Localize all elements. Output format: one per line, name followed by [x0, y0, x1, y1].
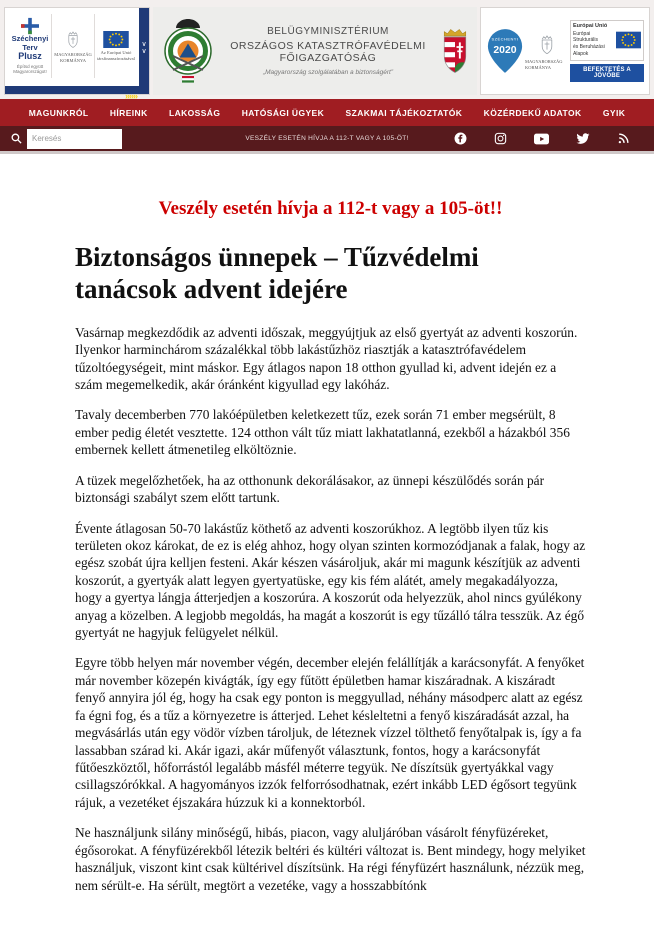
coat-of-arms-gray-icon [539, 31, 555, 57]
szechenyi-slogan: Építsd együtt Magyarországot! [13, 63, 47, 75]
directorate-name: ORSZÁGOS KATASZTRÓFAVÉDELMI FŐIGAZGATÓSÁG [230, 40, 426, 64]
article [0, 154, 654, 894]
search-icon[interactable] [10, 132, 23, 145]
facebook-icon[interactable] [454, 132, 467, 145]
article-paragraph: A tüzek megelőzhetőek, ha az otthonunk dekorálásakor, az ünnepi készülődés során pár biztonsági szabályt szem előtt tartunk. [75, 472, 545, 506]
nav-item-gyik[interactable]: GYIK [602, 107, 626, 118]
government-caption: MAGYARORSZÁG KORMÁNYA [525, 59, 563, 70]
youtube-icon[interactable] [534, 133, 549, 145]
social-links [454, 132, 644, 145]
szechenyi-terv-plusz-logo [9, 14, 52, 78]
org-header-strip [153, 7, 477, 95]
org-titles [225, 26, 431, 76]
article-paragraph: Ne használjunk silány minőségű, hibás, piacon, vagy aluljáróban vásárolt fényfüzéreket, égősorokat. A fényfüzérekből létezik beltéri és kültéri változat is. Bent mindegy, hogy melyiket használjuk, viszont kint csak kültérivel díszítsünk. Ha régi fényfüzért használunk, nézzük meg, nem sérült-e. Ha sérült, megtört a vezetéke, vagy a hosszabbítónk [75, 825, 586, 893]
chevrons-right-icon: »»» [124, 91, 137, 101]
partner-logos-block [480, 7, 650, 95]
eu-flag-icon [103, 31, 129, 48]
nav-item-hireink[interactable]: HÍREINK [109, 107, 148, 118]
emergency-alert-text: Veszély esetén hívja a 112-t vagy a 105-öt!! [158, 198, 503, 219]
invest-in-future-badge: BEFEKTETÉS A JÖVŐBE [570, 64, 644, 82]
government-logo-right [525, 31, 569, 70]
coat-of-arms-gray-icon [66, 28, 80, 50]
rss-icon[interactable] [617, 132, 630, 145]
szechenyi-title: Széchenyi Terv [11, 34, 49, 52]
article-paragraph: Évente átlagosan 50-70 lakástűz köthető az adventi koszorúkhoz. A legtöbb ilyen tűz kis területen okoz károkat, de ez is elég ahhoz, hogy olyan szinten kormozódjanak a falak, hogy az egész szobát újra kelljen festeni. Akár készen vásároljuk, akár mi magunk készítjük az adventi koszorút, a gyertyák alatt legyen gyertyatüske, egy kis fém alátét, amely megakadályozza, hogy a gyertya lángja átterjedjen a koszorúra. A koszorút oda helyezzük, ahol nincs gyúlékony anyag a közelben. A legjobb megoldás, ha magát a koszorút is egy tűzálló tálra tesszük. Az égő gyertyát ne hagyjuk felügyelet nélkül. [75, 520, 586, 641]
article-body [75, 324, 586, 894]
eu-flag-icon [616, 30, 641, 50]
chevron-down-icons: ∨ ∨ [139, 8, 149, 88]
logo-bottom-bar [5, 86, 149, 101]
katasztrofavedelem-badge-icon [161, 18, 215, 84]
szechenyi-plusz: Plusz [18, 50, 42, 61]
search-input[interactable] [27, 129, 122, 149]
nav-item-kozerdeku-adatok[interactable]: KÖZÉRDEKŰ ADATOK [483, 107, 582, 118]
instagram-icon[interactable] [494, 132, 507, 145]
svg-text:SZÉCHENYI: SZÉCHENYI [491, 36, 519, 42]
svg-text:2020: 2020 [493, 44, 517, 56]
secondary-bar [0, 126, 654, 154]
government-logo-left [52, 14, 95, 78]
article-paragraph: Tavaly decemberben 770 lakóépületben keletkezett tűz, ezek során 71 ember megsérült, 8 ember pedig életét vesztette. 124 otthon vált tűz miatt lakhatatlanná, ezekből a házakból 356 embernek kellett átmenetileg elköltöznie. [75, 407, 570, 458]
article-paragraph: Egyre több helyen már november végén, december elején felállítják a karácsonyfát. A fenyőket már november közepén kivágták, így egy fűtött épületben hamar kiszáradnak. A kiszáradt fenyő annyira jól ég, hogy ha csak egy ponton is meggyullad, néhány másodperc alatt az egész fa égni fog, és a tűz a környezetre is átterjed. Lehet késleltetni a fenyő kiszáradását azzal, ha megvásárlás után egy vödör vízben tároljuk, de léteznek vízzel tölthető fenyőtalpak is, így a fa lassabban szárad ki. Akár igazi, akár műfenyőt választunk, fontos, hogy a karácsonyfát fűtőeszköztől, hőforrástól legalább másfél méterre tegyük. Ne díszítsük gyertyákkal vagy csillagszórókkal. A hagyományos izzók felforrósodhatnak, ezért inkább LED égősort tegyünk rájuk, a vezetéket éjszakára húzzuk ki a konnektorból. [75, 655, 585, 810]
nav-item-hatosagi-ugyek[interactable]: HATÓSÁGI ÜGYEK [241, 107, 325, 118]
plus-icon [20, 17, 40, 35]
twitter-icon[interactable] [576, 133, 590, 145]
szechenyi-2020-pin-icon [486, 27, 524, 75]
eu-cofunding-logo [95, 14, 137, 78]
search-area [10, 129, 122, 149]
szechenyi-terv-plusz-logo-block [4, 7, 150, 101]
nav-item-lakossag[interactable]: LAKOSSÁG [168, 107, 221, 118]
eu-funds-logo-block [570, 20, 644, 81]
emergency-notice: VESZÉLY ESETÉN HÍVJA A 112-T VAGY A 105-ÖT! [245, 135, 409, 142]
hungarian-coat-of-arms-icon [441, 26, 469, 76]
nav-item-szakmai-tajekoztatok[interactable]: SZAKMAI TÁJÉKOZTATÓK [345, 107, 463, 118]
nav-item-magunkrol[interactable]: MAGUNKRÓL [28, 107, 89, 118]
org-motto: „Magyarország szolgálatában a biztonságért” [262, 69, 394, 76]
article-title: Biztonságos ünnepek – Tűzvédelmi tanácsok advent idejére [75, 242, 479, 304]
government-caption: MAGYARORSZÁG KORMÁNYA [54, 52, 92, 63]
ministry-name: BELÜGYMINISZTÉRIUM [267, 26, 389, 37]
article-paragraph: Vasárnap megkezdődik az adventi időszak, meggyújtjuk az első gyertyát az adventi koszorún. Ilyenkor harminchárom százalékkal több lakástűzhöz riasztják a katasztrófavédelem tűzoltóegységeit, mint máskor. Egy átlagos napon 18 otthon gyullad ki, advent idején ez a szám megemelkedik, akár óránként kigyullad egy lakóház. [75, 324, 578, 392]
eu-funds-caption: Európai Unió Európai Strukturális és Beruházási Alapok [573, 23, 608, 57]
header [0, 0, 654, 99]
main-navigation [0, 99, 654, 126]
eu-cofunded-caption: Az Európai Unió társfinanszírozásával [97, 49, 135, 61]
